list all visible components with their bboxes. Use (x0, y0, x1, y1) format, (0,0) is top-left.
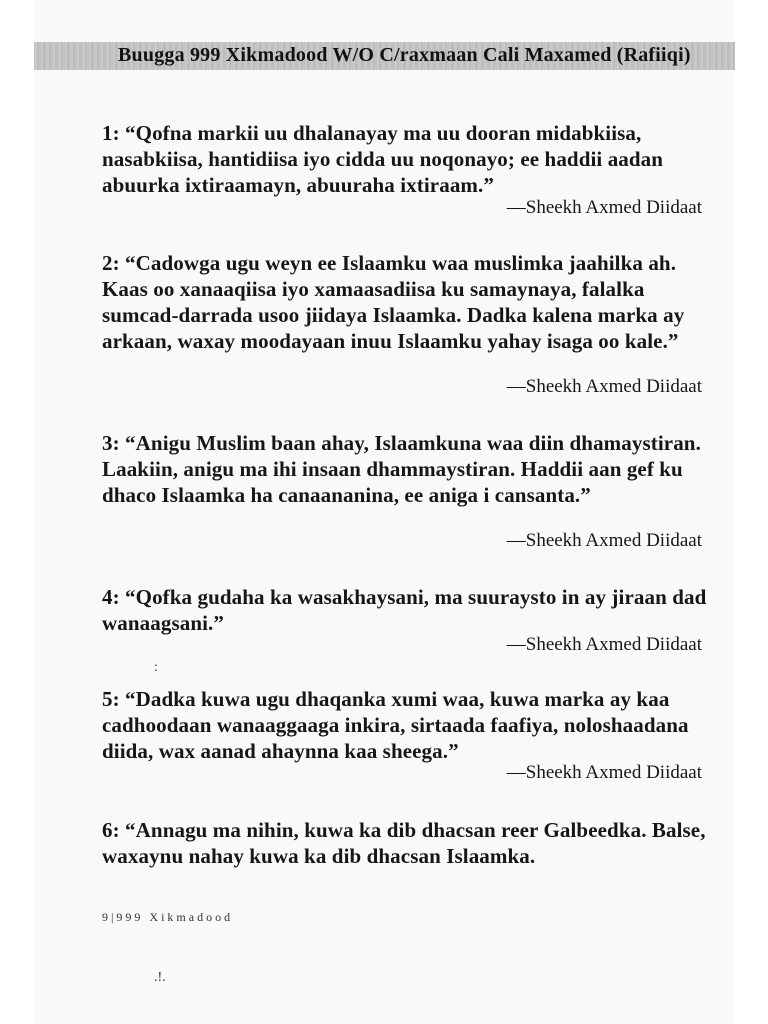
quote-3-attribution: —Sheekh Axmed Diidaat (506, 530, 702, 551)
quote-3: 3: “Anigu Muslim baan ahay, Islaamkuna waa diin dhamaystiran. Laakiin, anigu ma ihi insaan dhammaystiran. Haddii aan gef ku dhaco Islaamka ha canaananina, ee aniga i cansanta.” (102, 431, 701, 507)
quote-2: 2: “Cadowga ugu weyn ee Islaamku waa muslimka jaahilka ah. Kaas oo xanaaqiisa iyo xamaasadiisa ku samaynaya, falalka sumcad-darrada usoo jiidaya Islaamka. Dadka kalena marka ay arkaan, waxay moodayaan inuu Islaamku yahay isaga oo kale.” (102, 251, 685, 353)
quote-6: 6: “Annagu ma nihin, kuwa ka dib dhacsan reer Galbeedka. Balse, waxaynu nahay kuwa ka dib dhacsan Islaamka. (102, 818, 706, 868)
quote-1-attribution: —Sheekh Axmed Diidaat (506, 197, 702, 218)
quote-5-attribution: —Sheekh Axmed Diidaat (506, 762, 702, 783)
scan-speck: .!. (154, 970, 166, 985)
quote-4: 4: “Qofka gudaha ka wasakhaysani, ma suuraysto in ay jiraan dad wanaagsani.” (102, 585, 707, 635)
quote-5: 5: “Dadka kuwa ugu dhaqanka xumi waa, kuwa marka ay kaa cadhoodaan wanaaggaaga inkira, sirtaada faafiya, noloshaadana diida, wax aanad ahaynna kaa sheega.” (102, 687, 689, 763)
quote-1: 1: “Qofna markii uu dhalanayay ma uu dooran midabkiisa, nasabkiisa, hantidiisa iyo cidda uu noqonayo; ee haddii aadan abuurka ixtiraamayn, abuuraha ixtiraam.” (102, 121, 664, 197)
quote-2-attribution: —Sheekh Axmed Diidaat (506, 376, 702, 397)
book-title: Buugga 999 Xikmadood W/O C/raxmaan Cali Maxamed (Rafiiqi) (118, 44, 691, 66)
page-footer: 9|999 Xikmadood (102, 910, 234, 924)
scan-speck: : (154, 660, 158, 675)
quote-4-attribution: —Sheekh Axmed Diidaat (506, 634, 702, 655)
